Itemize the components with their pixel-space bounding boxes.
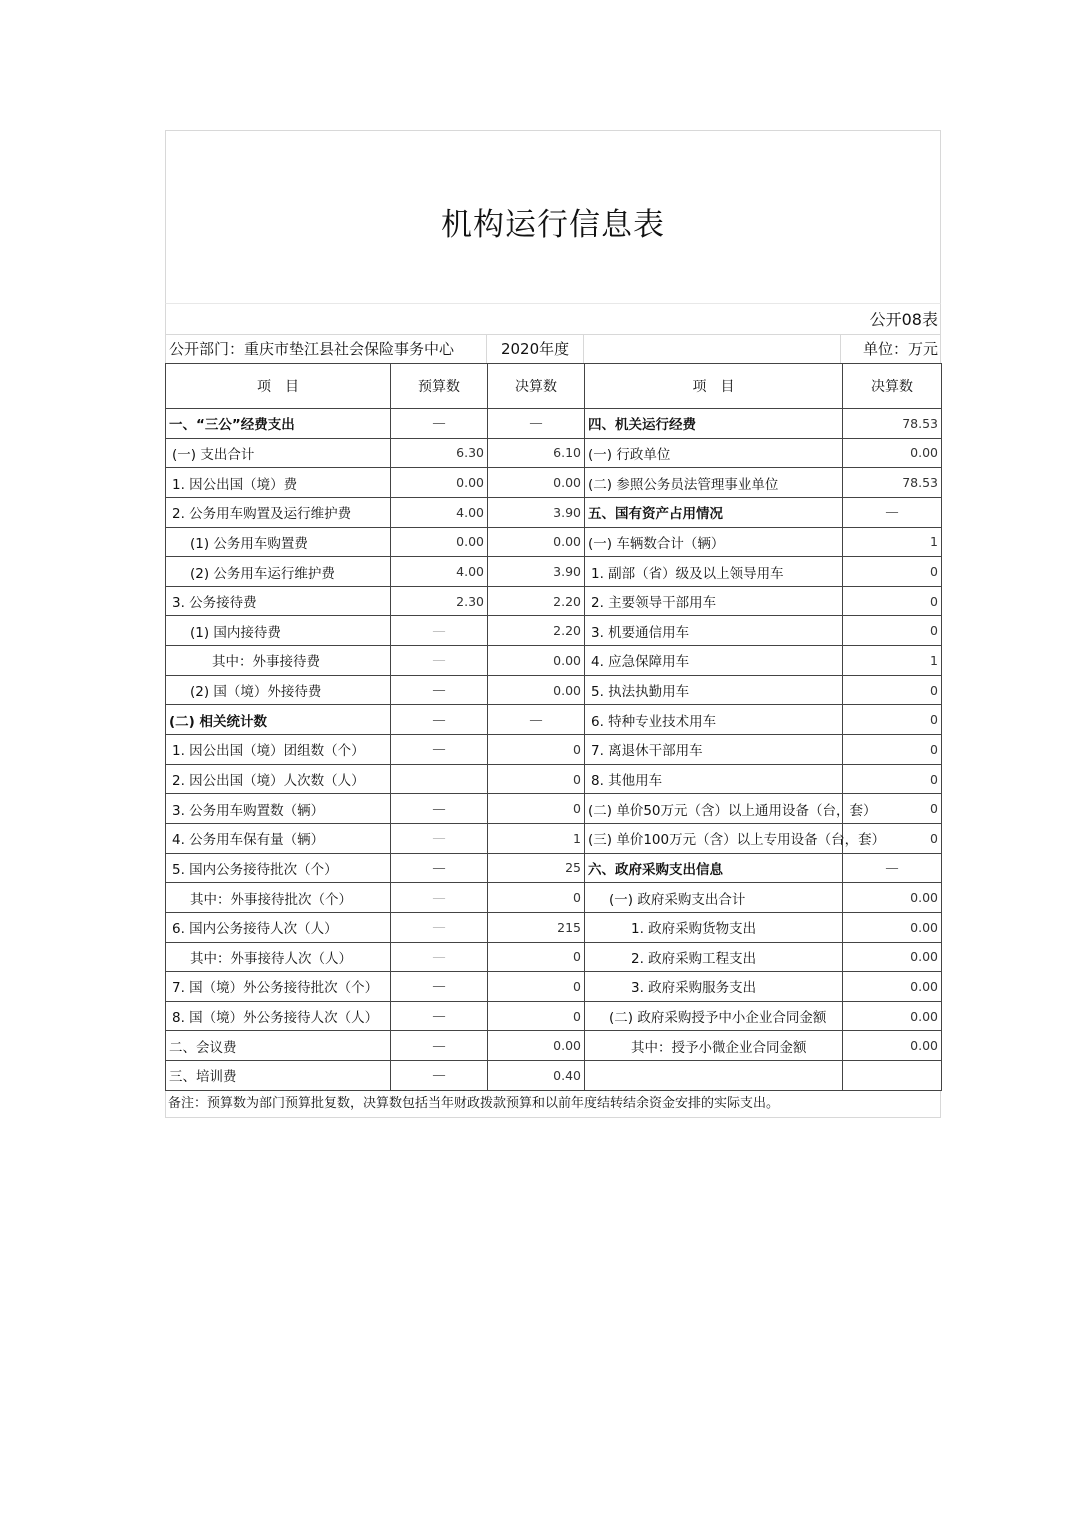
table-row xyxy=(166,527,942,557)
row-label-right: 1. 政府采购货物支出 xyxy=(585,912,843,942)
budget-cell: 6.30 xyxy=(391,438,488,468)
row-label-left: 其中：外事接待批次（个） xyxy=(166,883,391,913)
table-row xyxy=(166,942,942,972)
row-label-left: 一、“三公”经费支出 xyxy=(166,409,391,439)
row-label-left: 7. 国（境）外公务接待批次（个） xyxy=(166,972,391,1002)
table-row xyxy=(166,705,942,735)
row-label-left: (一) 支出合计 xyxy=(166,438,391,468)
final-cell-right: 78.53 xyxy=(843,468,942,498)
final-cell: — xyxy=(488,409,585,439)
report-sheet xyxy=(165,130,941,1118)
unit-label: 单位：万元 xyxy=(862,340,938,358)
final-cell-right: 0 xyxy=(843,823,942,853)
table-row xyxy=(166,616,942,646)
final-cell: 3.90 xyxy=(488,557,585,587)
info-table xyxy=(165,363,942,1091)
final-cell-right: 78.53 xyxy=(843,409,942,439)
row-label-right: 2. 政府采购工程支出 xyxy=(585,942,843,972)
table-row xyxy=(166,468,942,498)
row-label-left: (1) 公务用车购置费 xyxy=(166,527,391,557)
row-label-left: 3. 公务接待费 xyxy=(166,586,391,616)
row-label-right: (一) 行政单位 xyxy=(585,438,843,468)
table-row xyxy=(166,438,942,468)
budget-cell xyxy=(391,764,488,794)
row-label-left: 2. 因公出国（境）人次数（人） xyxy=(166,764,391,794)
final-cell: 0 xyxy=(488,735,585,765)
row-label-right: 3. 机要通信用车 xyxy=(585,616,843,646)
budget-cell: — xyxy=(391,705,488,735)
final-cell-right: — xyxy=(843,497,942,527)
final-cell: 6.10 xyxy=(488,438,585,468)
row-label-right: 7. 离退休干部用车 xyxy=(585,735,843,765)
meta-spacer xyxy=(584,335,841,363)
table-row xyxy=(166,883,942,913)
final-cell: 2.20 xyxy=(488,586,585,616)
budget-cell: — xyxy=(391,912,488,942)
header-item: 项 目 xyxy=(166,364,391,409)
final-cell-right: — xyxy=(843,853,942,883)
row-label-right: 8. 其他用车 xyxy=(585,764,843,794)
row-label-left: (二) 相关统计数 xyxy=(166,705,391,735)
table-row xyxy=(166,557,942,587)
department-label: 公开部门：重庆市垫江县社会保险事务中心 xyxy=(166,335,487,363)
final-cell: 0.00 xyxy=(488,468,585,498)
row-label-right: 3. 政府采购服务支出 xyxy=(585,972,843,1002)
row-label-left: 6. 国内公务接待人次（人） xyxy=(166,912,391,942)
row-label-right: (一) 车辆数合计（辆） xyxy=(585,527,843,557)
final-cell: 0 xyxy=(488,883,585,913)
final-cell-right xyxy=(843,1061,942,1091)
table-row xyxy=(166,646,942,676)
form-number: 公开08表 xyxy=(165,303,941,334)
row-label-left: 2. 公务用车购置及运行维护费 xyxy=(166,497,391,527)
final-cell: 0.00 xyxy=(488,527,585,557)
final-cell-right: 0 xyxy=(843,735,942,765)
row-label-right: 其中：授予小微企业合同金额 xyxy=(585,1031,843,1061)
final-cell: 0.00 xyxy=(488,646,585,676)
year-label: 2020年度 xyxy=(487,335,584,363)
final-cell: 0.00 xyxy=(488,675,585,705)
table-row xyxy=(166,794,942,824)
final-cell: 0 xyxy=(488,764,585,794)
final-cell-right: 0.00 xyxy=(843,883,942,913)
final-cell-right: 0 xyxy=(843,675,942,705)
header-final-right: 决算数 xyxy=(843,364,942,409)
table-row xyxy=(166,735,942,765)
final-cell-right: 0 xyxy=(843,794,942,824)
final-cell-right: 1 xyxy=(843,527,942,557)
footnote: 备注：预算数为部门预算批复数，决算数包括当年财政拨款预算和以前年度结转结余资金安排的实际支出。 xyxy=(165,1091,941,1118)
final-cell: 1 xyxy=(488,823,585,853)
final-cell: 0.40 xyxy=(488,1061,585,1091)
budget-cell: — xyxy=(391,675,488,705)
row-label-right: (二) 单价50万元（含）以上通用设备（台，套） xyxy=(585,794,843,824)
header-item-right: 项 目 xyxy=(585,364,843,409)
budget-cell: — xyxy=(391,1031,488,1061)
budget-cell: 0.00 xyxy=(391,527,488,557)
table-row xyxy=(166,409,942,439)
final-cell: 0 xyxy=(488,942,585,972)
budget-cell: — xyxy=(391,972,488,1002)
table-row xyxy=(166,586,942,616)
row-label-right: (二) 政府采购授予中小企业合同金额 xyxy=(585,1001,843,1031)
header-row xyxy=(166,364,942,409)
row-label-left: 1. 因公出国（境）团组数（个） xyxy=(166,735,391,765)
budget-cell: — xyxy=(391,616,488,646)
budget-cell: — xyxy=(391,1001,488,1031)
final-cell: 0.00 xyxy=(488,1031,585,1061)
row-label-right: 五、国有资产占用情况 xyxy=(585,497,843,527)
row-label-right: 1. 副部（省）级及以上领导用车 xyxy=(585,557,843,587)
table-row xyxy=(166,497,942,527)
row-label-left: (2) 国（境）外接待费 xyxy=(166,675,391,705)
budget-cell: — xyxy=(391,942,488,972)
row-label-left: 3. 公务用车购置数（辆） xyxy=(166,794,391,824)
budget-cell: — xyxy=(391,794,488,824)
budget-cell: 4.00 xyxy=(391,497,488,527)
final-cell-right: 0 xyxy=(843,764,942,794)
row-label-right: 4. 应急保障用车 xyxy=(585,646,843,676)
row-label-left: 二、会议费 xyxy=(166,1031,391,1061)
final-cell: 3.90 xyxy=(488,497,585,527)
row-label-left: 其中：外事接待费 xyxy=(166,646,391,676)
table-row xyxy=(166,972,942,1002)
row-label-left: 三、培训费 xyxy=(166,1061,391,1091)
table-row xyxy=(166,823,942,853)
table-row xyxy=(166,853,942,883)
row-label-right: (三) 单价100万元（含）以上专用设备（台，套） xyxy=(585,823,843,853)
budget-cell: — xyxy=(391,823,488,853)
budget-cell: — xyxy=(391,646,488,676)
table-row xyxy=(166,912,942,942)
row-label-right: (二) 参照公务员法管理事业单位 xyxy=(585,468,843,498)
table-row xyxy=(166,675,942,705)
row-label-right xyxy=(585,1061,843,1091)
table-row xyxy=(166,1061,942,1091)
final-cell-right: 0 xyxy=(843,616,942,646)
final-cell: 0 xyxy=(488,1001,585,1031)
row-label-left: 其中：外事接待人次（人） xyxy=(166,942,391,972)
table-row xyxy=(166,764,942,794)
row-label-left: 4. 公务用车保有量（辆） xyxy=(166,823,391,853)
row-label-left: (2) 公务用车运行维护费 xyxy=(166,557,391,587)
row-label-right: (一) 政府采购支出合计 xyxy=(585,883,843,913)
final-cell-right: 0.00 xyxy=(843,1001,942,1031)
final-cell: 0 xyxy=(488,794,585,824)
header-budget: 预算数 xyxy=(391,364,488,409)
row-label-left: (1) 国内接待费 xyxy=(166,616,391,646)
budget-cell: 0.00 xyxy=(391,468,488,498)
meta-row xyxy=(165,334,941,363)
table-row xyxy=(166,1031,942,1061)
final-cell: 25 xyxy=(488,853,585,883)
row-label-right: 四、机关运行经费 xyxy=(585,409,843,439)
budget-cell: — xyxy=(391,735,488,765)
final-cell-right: 0.00 xyxy=(843,972,942,1002)
row-label-left: 5. 国内公务接待批次（个） xyxy=(166,853,391,883)
final-cell: 215 xyxy=(488,912,585,942)
final-cell-right: 0 xyxy=(843,557,942,587)
final-cell-right: 0 xyxy=(843,586,942,616)
budget-cell: — xyxy=(391,853,488,883)
row-label-right: 5. 执法执勤用车 xyxy=(585,675,843,705)
final-cell-right: 0 xyxy=(843,705,942,735)
final-cell-right: 0.00 xyxy=(843,912,942,942)
budget-cell: 2.30 xyxy=(391,586,488,616)
row-label-right: 2. 主要领导干部用车 xyxy=(585,586,843,616)
final-cell-right: 0.00 xyxy=(843,1031,942,1061)
final-cell: — xyxy=(488,705,585,735)
row-label-right: 6. 特种专业技术用车 xyxy=(585,705,843,735)
row-label-left: 8. 国（境）外公务接待人次（人） xyxy=(166,1001,391,1031)
budget-cell: — xyxy=(391,1061,488,1091)
page-title: 机构运行信息表 xyxy=(441,207,665,243)
final-cell-right: 1 xyxy=(843,646,942,676)
budget-cell: — xyxy=(391,883,488,913)
table-row xyxy=(166,1001,942,1031)
header-final: 决算数 xyxy=(488,364,585,409)
final-cell: 2.20 xyxy=(488,616,585,646)
budget-cell: 4.00 xyxy=(391,557,488,587)
final-cell-right: 0.00 xyxy=(843,438,942,468)
row-label-left: 1. 因公出国（境）费 xyxy=(166,468,391,498)
title-area xyxy=(165,130,941,303)
row-label-right: 六、政府采购支出信息 xyxy=(585,853,843,883)
final-cell: 0 xyxy=(488,972,585,1002)
final-cell-right: 0.00 xyxy=(843,942,942,972)
budget-cell: — xyxy=(391,409,488,439)
